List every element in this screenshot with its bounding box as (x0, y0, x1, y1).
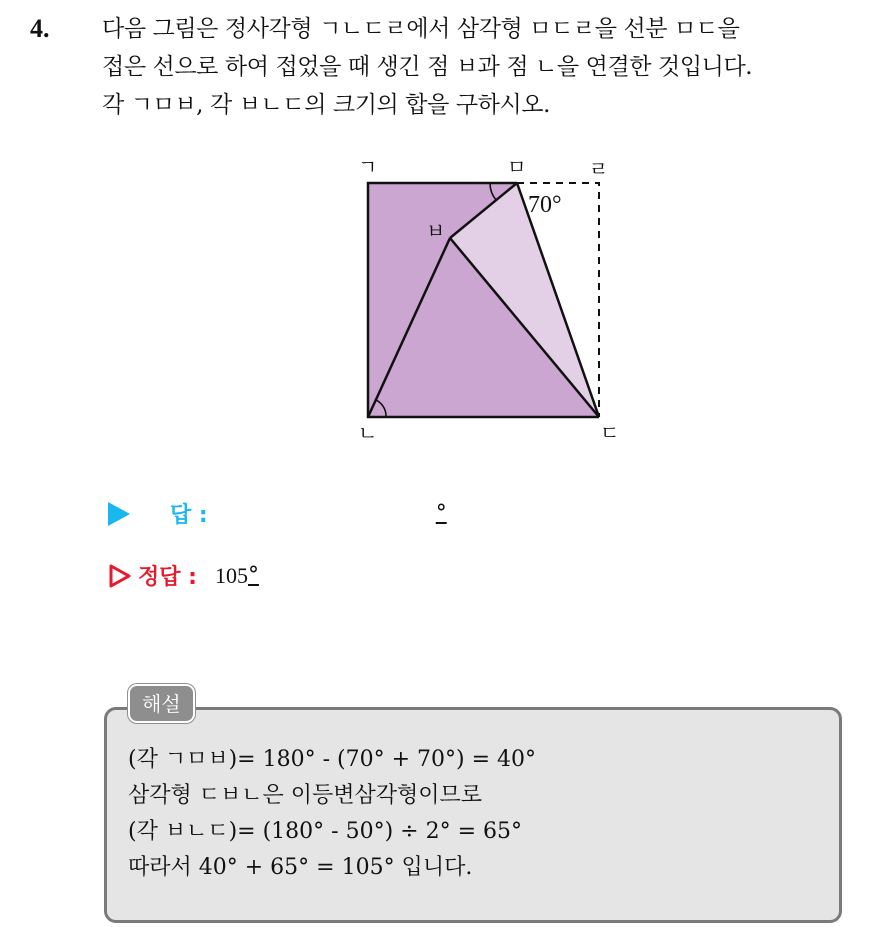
label-inner: ㅂ (426, 219, 446, 243)
question-line: 각 ㄱㅁㅂ, 각 ㅂㄴㄷ의 크기의 합을 구하시오. (102, 92, 551, 118)
question-line: 다음 그림은 정사각형 ㄱㄴㄷㄹ에서 삼각형 ㅁㄷㄹ을 선분 ㅁㄷ을 (102, 16, 740, 42)
explanation-tag: 해설 (128, 684, 195, 723)
answer-unit: ° (435, 501, 447, 526)
label-bottom-right: ㄷ (600, 421, 620, 445)
explanation-line: (각 ㅂㄴㄷ)= (180° - 50°) ÷ 2° = 65° (128, 819, 522, 844)
explanation-line: 따라서 40° + 65° = 105° 입니다. (128, 855, 473, 880)
answer-row (108, 498, 447, 529)
angle-label-70: 70° (528, 192, 562, 218)
correct-answer-row (108, 560, 259, 591)
geometry-figure (340, 150, 630, 450)
question-text (102, 10, 872, 124)
answer-label: 답 : (170, 503, 208, 528)
label-top-mid: ㅁ (507, 155, 527, 179)
label-top-left: ㄱ (358, 155, 378, 179)
explanation-line: (각 ㄱㅁㅂ)= 180° - (70° + 70°) = 40° (128, 747, 536, 772)
explanation-text (128, 742, 536, 886)
question-number: 4. (30, 14, 50, 43)
outline-triangle-icon (108, 563, 132, 589)
correct-answer-value: 105 (214, 562, 248, 588)
explanation-line: 삼각형 ㄷㅂㄴ은 이등변삼각형이므로 (128, 783, 483, 808)
correct-answer-label: 정답 : (138, 565, 197, 590)
correct-answer-unit: ° (247, 563, 259, 588)
figure-svg (340, 150, 630, 450)
play-triangle-icon (108, 502, 130, 526)
question-line: 접은 선으로 하여 접었을 때 생긴 점 ㅂ과 점 ㄴ을 연결한 것입니다. (102, 54, 753, 80)
label-top-right: ㄹ (589, 157, 609, 181)
label-bottom-left: ㄴ (358, 421, 378, 445)
